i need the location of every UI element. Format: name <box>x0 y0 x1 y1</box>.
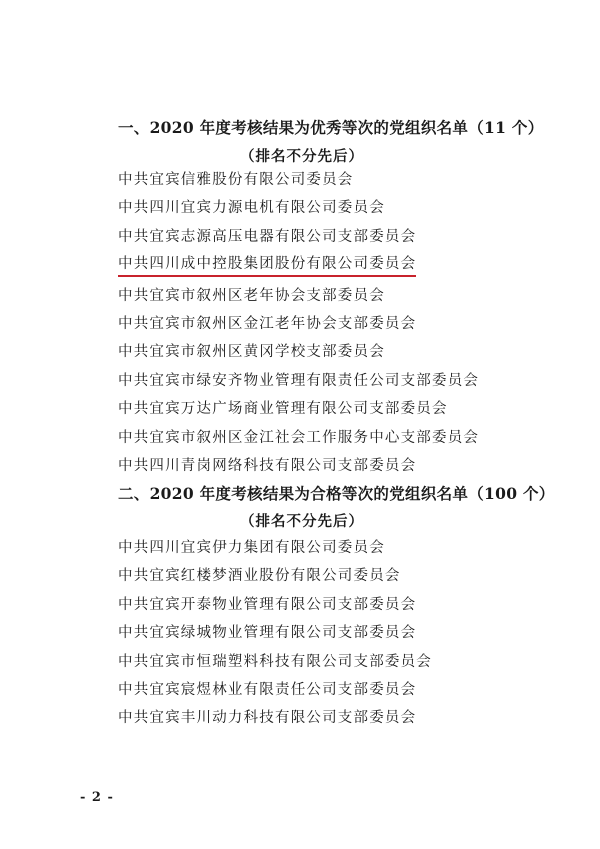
section-1-list <box>118 166 479 480</box>
list-item: 中共宜宾市绿安齐物业管理有限责任公司支部委员会 <box>118 372 480 389</box>
list-item: 中共宜宾市叙州区金江老年协会支部委员会 <box>118 315 417 332</box>
list-item: 中共宜宾市叙州区老年协会支部委员会 <box>118 287 385 304</box>
list-item: 中共四川宜宾伊力集团有限公司委员会 <box>118 540 385 556</box>
list-item: 中共宜宾丰川动力科技有限公司支部委员会 <box>118 710 417 727</box>
list-item: 中共宜宾志源高压电器有限公司支部委员会 <box>118 228 417 245</box>
list-item: 中共宜宾红楼梦酒业股份有限公司委员会 <box>118 568 401 585</box>
list-item: 中共四川青岗网络科技有限公司支部委员会 <box>118 457 417 474</box>
list-item: 中共宜宾市叙州区金江社会工作服务中心支部委员会 <box>118 429 480 446</box>
list-item: 中共四川宜宾力源电机有限公司委员会 <box>118 200 385 217</box>
section-1-note: （排名不分先后） <box>240 148 364 165</box>
section-1-heading: 一、2020 年度考核结果为优秀等次的党组织名单（11 个） <box>118 118 544 137</box>
list-item: 中共宜宾开泰物业管理有限公司支部委员会 <box>118 596 417 613</box>
highlighted-list-row <box>118 251 479 281</box>
page-number: - 2 - <box>80 790 114 805</box>
section-2-list <box>118 534 432 733</box>
list-item: 中共宜宾信雅股份有限公司委员会 <box>118 172 354 188</box>
highlighted-list-item: 中共四川成中控股集团股份有限公司委员会 <box>118 251 416 277</box>
list-item: 中共宜宾万达广场商业管理有限公司支部委员会 <box>118 401 448 418</box>
list-item: 中共宜宾宸煜林业有限责任公司支部委员会 <box>118 681 417 698</box>
section-2-note: （排名不分先后） <box>240 513 364 530</box>
section-2-heading: 二、2020 年度考核结果为合格等次的党组织名单（100 个） <box>118 484 555 503</box>
list-item: 中共宜宾市恒瑞塑料科技有限公司支部委员会 <box>118 653 432 670</box>
list-item: 中共宜宾市叙州区黄冈学校支部委员会 <box>118 344 385 361</box>
list-item: 中共宜宾绿城物业管理有限公司支部委员会 <box>118 625 417 642</box>
